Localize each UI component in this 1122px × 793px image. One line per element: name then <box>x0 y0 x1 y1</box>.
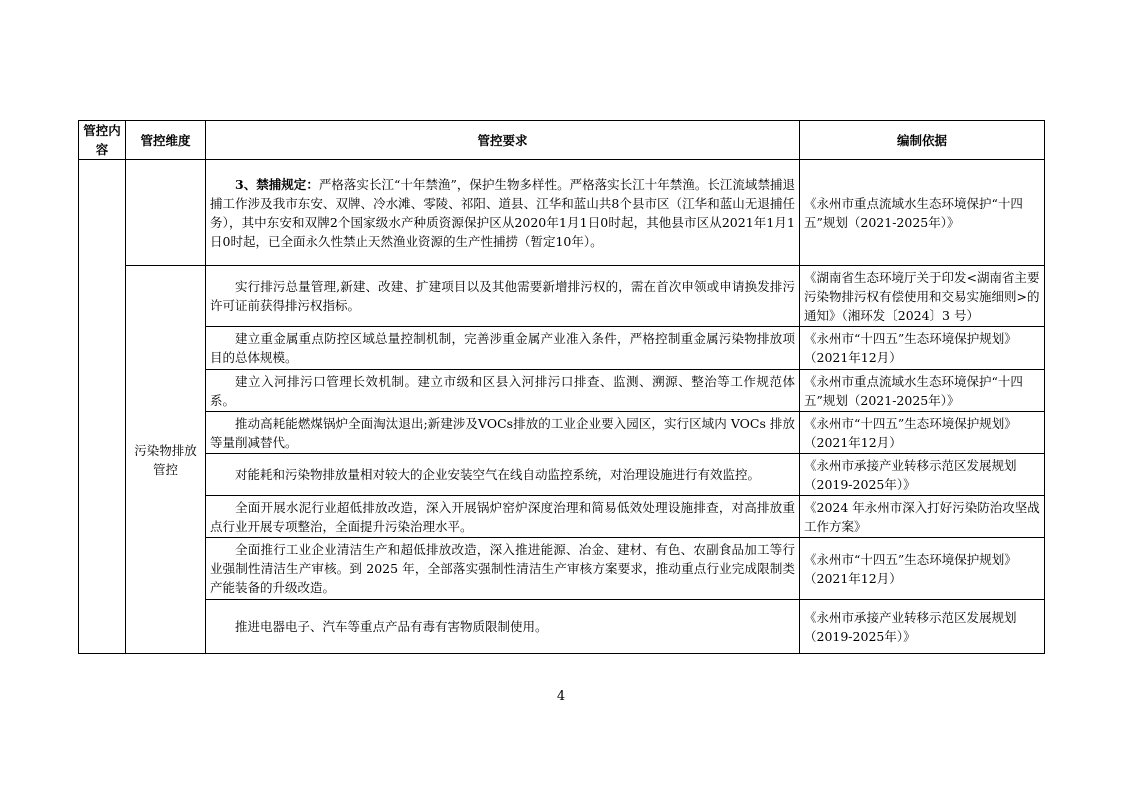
table-row <box>79 370 1045 412</box>
requirement-cell: 推动高耗能燃煤锅炉全面淘汰退出;新建涉及VOCs排放的工业企业要入园区，实行区域内 VOCs 排放等量削减替代。 <box>206 412 800 454</box>
basis-cell: 《2024 年永州市深入打好污染防治攻坚战工作方案》 <box>800 496 1045 538</box>
table-row <box>79 266 1045 327</box>
basis-cell: 《湖南省生态环境厅关于印发<湖南省主要污染物排污权有偿使用和交易实施细则>的通知》（湘环发〔2024〕3 号） <box>800 266 1045 327</box>
control-content-cell <box>79 160 126 654</box>
table-row <box>79 538 1045 600</box>
basis-cell: 《永州市重点流域水生态环境保护“十四五”规划（2021-2025年）》 <box>800 160 1045 266</box>
requirement-cell: 对能耗和污染物排放量相对较大的企业安装空气在线自动监控系统，对治理设施进行有效监控。 <box>206 454 800 496</box>
table-row <box>79 327 1045 370</box>
requirement-cell: 实行排污总量管理,新建、改建、扩建项目以及其他需要新增排污权的，需在首次申领或申请换发排污许可证前获得排污权指标。 <box>206 266 800 327</box>
table-row <box>79 496 1045 538</box>
header-control-content: 管控内容 <box>79 121 126 160</box>
header-control-requirement: 管控要求 <box>206 121 800 160</box>
basis-cell: 《永州市承接产业转移示范区发展规划（2019-2025年）》 <box>800 454 1045 496</box>
basis-cell: 《永州市“十四五”生态环境保护规划》（2021年12月） <box>800 327 1045 370</box>
table-row <box>79 454 1045 496</box>
basis-cell: 《永州市重点流域水生态环境保护“十四五”规划（2021-2025年）》 <box>800 370 1045 412</box>
basis-cell: 《永州市承接产业转移示范区发展规划（2019-2025年）》 <box>800 600 1045 654</box>
table-row <box>79 160 1045 266</box>
table-header-row <box>79 121 1045 160</box>
header-basis: 编制依据 <box>800 121 1045 160</box>
control-dimension-cell <box>126 160 206 266</box>
requirement-cell: 全面推行工业企业清洁生产和超低排放改造，深入推进能源、冶金、建材、有色、农副食品加工等行业强制性清洁生产审核。到 2025 年，全部落实强制性清洁生产审核方案要求，推动重点行业完成限制类产能装备的升级改造。 <box>206 538 800 600</box>
dimension-pollutant-emission-control: 污染物排放管控 <box>126 266 206 654</box>
control-requirements-table <box>78 120 1045 654</box>
requirement-heading: 3、禁捕规定： <box>235 176 319 192</box>
requirement-cell: 推进电器电子、汽车等重点产品有毒有害物质限制使用。 <box>206 600 800 654</box>
header-control-dimension: 管控维度 <box>126 121 206 160</box>
table-row <box>79 600 1045 654</box>
table-row <box>79 412 1045 454</box>
page-number: 4 <box>556 689 566 704</box>
requirement-cell: 建立重金属重点防控区域总量控制机制，完善涉重金属产业准入条件，严格控制重金属污染物排放项目的总体规模。 <box>206 327 800 370</box>
basis-cell: 《永州市“十四五”生态环境保护规划》（2021年12月） <box>800 412 1045 454</box>
basis-cell: 《永州市“十四五”生态环境保护规划》（2021年12月） <box>800 538 1045 600</box>
requirement-cell: 全面开展水泥行业超低排放改造，深入开展锅炉窑炉深度治理和简易低效处理设施排查，对高排放重点行业开展专项整治，全面提升污染治理水平。 <box>206 496 800 538</box>
requirement-cell: 3、禁捕规定：严格落实长江“十年禁渔”，保护生物多样性。严格落实长江十年禁渔。长江流域禁捕退捕工作涉及我市东安、双牌、冷水滩、零陵、祁阳、道县、江华和蓝山共8个县市区（江华和蓝山无退捕任务），其中东安和双牌2个国家级水产种质资源保护区从2020年1月1日0时起，其他县市区从2021年1月1日0时起，已全面永久性禁止天然渔业资源的生产性捕捞（暂定10年）。 <box>206 160 800 266</box>
requirement-cell: 建立入河排污口管理长效机制。建立市级和区县入河排污口排查、监测、溯源、整治等工作规范体系。 <box>206 370 800 412</box>
